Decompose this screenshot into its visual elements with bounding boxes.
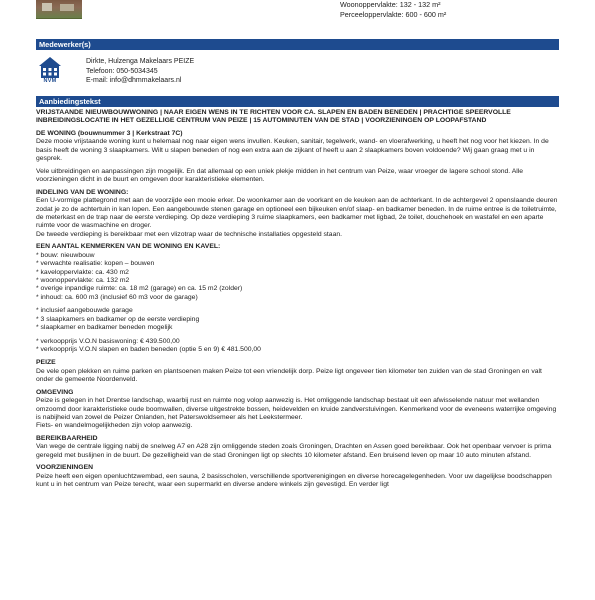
intro-text: VRIJSTAANDE NIEUWBOUWWONING | NAAR EIGEN WENS IN TE RICHTEN VOOR CA. SLAPEN EN BADEN BENEDEN | PRACHTIGE SPEERVOLLE INBREIDINGSLOCATIE IN HET GEZELLIGE CENTRUM VAN PEIZE | 15 AUTOMINUTEN VAN DE STAD | VOORZIENINGEN OP LOOPAFSTAND	[36, 109, 511, 125]
heading-bereikbaarheid: BEREIKBAARHEID	[36, 434, 98, 442]
list-item: * inhoud: ca. 600 m3 (inclusief 60 m3 voor de garage)	[36, 293, 198, 301]
plot-area: Perceeloppervlakte: 600 - 600 m²	[340, 10, 447, 19]
heading-woning: DE WONING (bouwnummer 3 | Kerkstraat 7C)	[36, 130, 183, 137]
indeling-text-2: De tweede verdieping is bereikbaar met een vlizotrap waar de technische installaties opgesteld staan.	[36, 230, 343, 238]
property-photo[interactable]	[36, 0, 82, 19]
section-header-offer-text: Aanbiedingstekst	[36, 96, 559, 107]
kenmerken-list	[36, 252, 559, 302]
agent-phone[interactable]: Telefoon: 050-5034345	[86, 67, 158, 75]
omgeving-text-2: Fiets- en wandelmogelijkheden zijn volop aanwezig.	[36, 422, 193, 430]
heading-voorzieningen: VOORZIENINGEN	[36, 464, 94, 472]
heading-kenmerken: EEN AANTAL KENMERKEN VAN DE WONING EN KAVEL:	[36, 243, 221, 251]
list-item: * bouw: nieuwbouw	[36, 251, 95, 259]
list-item: * verkoopprijs V.O.N basiswoning: € 439.500,00	[36, 337, 180, 345]
list-item: * verkoopprijs V.O.N slapen en baden beneden (optie 5 en 9) € 481.500,00	[36, 345, 261, 353]
list-item: * verwachte realisatie: kopen – bouwen	[36, 260, 155, 268]
peize-text: De vele open plekken en ruime parken en plantsoenen maken Peize tot een vriendelijk dorp. Peize ligt ongeveer tien kilometer ten zuiden van de stad Groningen en valt onder de gemeente Noordenveld.	[36, 367, 542, 384]
omgeving-text: Peize is gelegen in het Drentse landschap, waarbij rust en ruimte nog volop aanwezig is. Het omliggende landschap bestaat uit een afwisselende natuur met wellanden omzoomd door karakteristieke oude boomwallen, diverse uitgestrekte bossen, heidevelden en kruide zandverstuivingen. Kenmerkend voor de eveneens waterrijke omgeving is nabijheid van zowel de Peizer Onlanden, het Paterswoldsemeer als het Leekstermeer.	[36, 397, 557, 421]
options-list	[36, 307, 559, 332]
heading-peize: PEIZE	[36, 359, 56, 367]
agent-name: Dirkte, Hulzenga Makelaars PEIZE	[86, 58, 195, 65]
indeling-text: Een U-vormige plattegrond met aan de voorzijde een mooie erker. De woonkamer aan de voorkant en de keuken aan de achterkant. In de achtergevel 2 openslaande deuren zodat je zo de achtertuin in kan lopen. Een aangebouwde stenen garage en optioneel een bijkeuken en/of slaap- en badkamer beneden. In de ruime entree is de toiletruimte, de meterkast en de trap naar de eerste verdieping. Op deze verdieping 3 ruime slaapkamers, een badkamer met ligbad, 2e toilet, douchehoek en wastafel en een aparte ruimte voor de wasmachine en droger.	[36, 197, 558, 230]
offer-text	[36, 109, 559, 494]
prices-list	[36, 338, 559, 355]
list-item: * 3 slaapkamers en badkamer op de eerste verdieping	[36, 315, 200, 323]
heading-omgeving: OMGEVING	[36, 388, 74, 396]
woning-text-2: Vele uitbreidingen en aanpassingen zijn mogelijk. En dat allemaal op een uniek plekje midden in het centrum van Peize, waar vroeger de lagere school stond. Alle voorzieningen dicht in de buurt en omgeven door karakteristieke elementen.	[36, 167, 524, 184]
woning-text: Deze mooie vrijstaande woning kunt u helemaal nog naar eigen wens invullen. Keuken, sanitair, tegelwerk, wand- en vloerafwerking, u heeft het nog voor het kiezen. In de basis heeft de woning 3 slaapkamers. Wilt u slapen beneden of nog een extra aan de zijkant of heeft u aan 2 slaapkamers boven voldoende? Wij gaan graag met u in gesprek.	[36, 138, 549, 163]
section-header-agents: Medewerker(s)	[36, 39, 559, 50]
living-area: Woonoppervlakte: 132 - 132 m²	[340, 0, 441, 9]
list-item: * inclusief aangebouwde garage	[36, 307, 133, 315]
list-item: * kaveloppervlakte: ca. 430 m2	[36, 268, 129, 276]
list-item: * overige inpandige ruimte: ca. 18 m2 (garage) en ca. 15 m2 (zolder)	[36, 285, 243, 293]
area-summary	[340, 0, 446, 20]
list-item: * slaapkamer en badkamer beneden mogelijk	[36, 324, 173, 332]
agent-email[interactable]: E-mail: info@dhmmakelaars.nl	[86, 77, 182, 85]
voorzieningen-text: Peize heeft een eigen openluchtzwembad, een sauna, 2 basisscholen, verschillende sportverenigingen en diverse horecagelegenheden. Voor uw dagelijkse boodschappen kunt u in het centrum van Peize terecht, waar een supermarkt en diverse andere winkels zijn gevestigd. En verder ligt	[36, 472, 552, 489]
bereikbaarheid-text: Van wege de centrale ligging nabij de snelweg A7 en A28 zijn omliggende steden zoals Groningen, Drachten en Assen goed bereikbaar. Ook het openbaar vervoer is prima geregeld met buslijnen in de buurt. De gezelligheid van de stad Groningen ligt op slechts 10 kilometer afstand. Een bruisend leven op maar 10 auto minuten afstand.	[36, 443, 552, 459]
heading-indeling: INDELING VAN DE WONING:	[36, 188, 129, 196]
agent-contact	[86, 57, 194, 86]
list-item: * woonoppervlakte: ca. 132 m2	[36, 277, 130, 285]
nvm-logo-text: NVM	[43, 78, 57, 84]
